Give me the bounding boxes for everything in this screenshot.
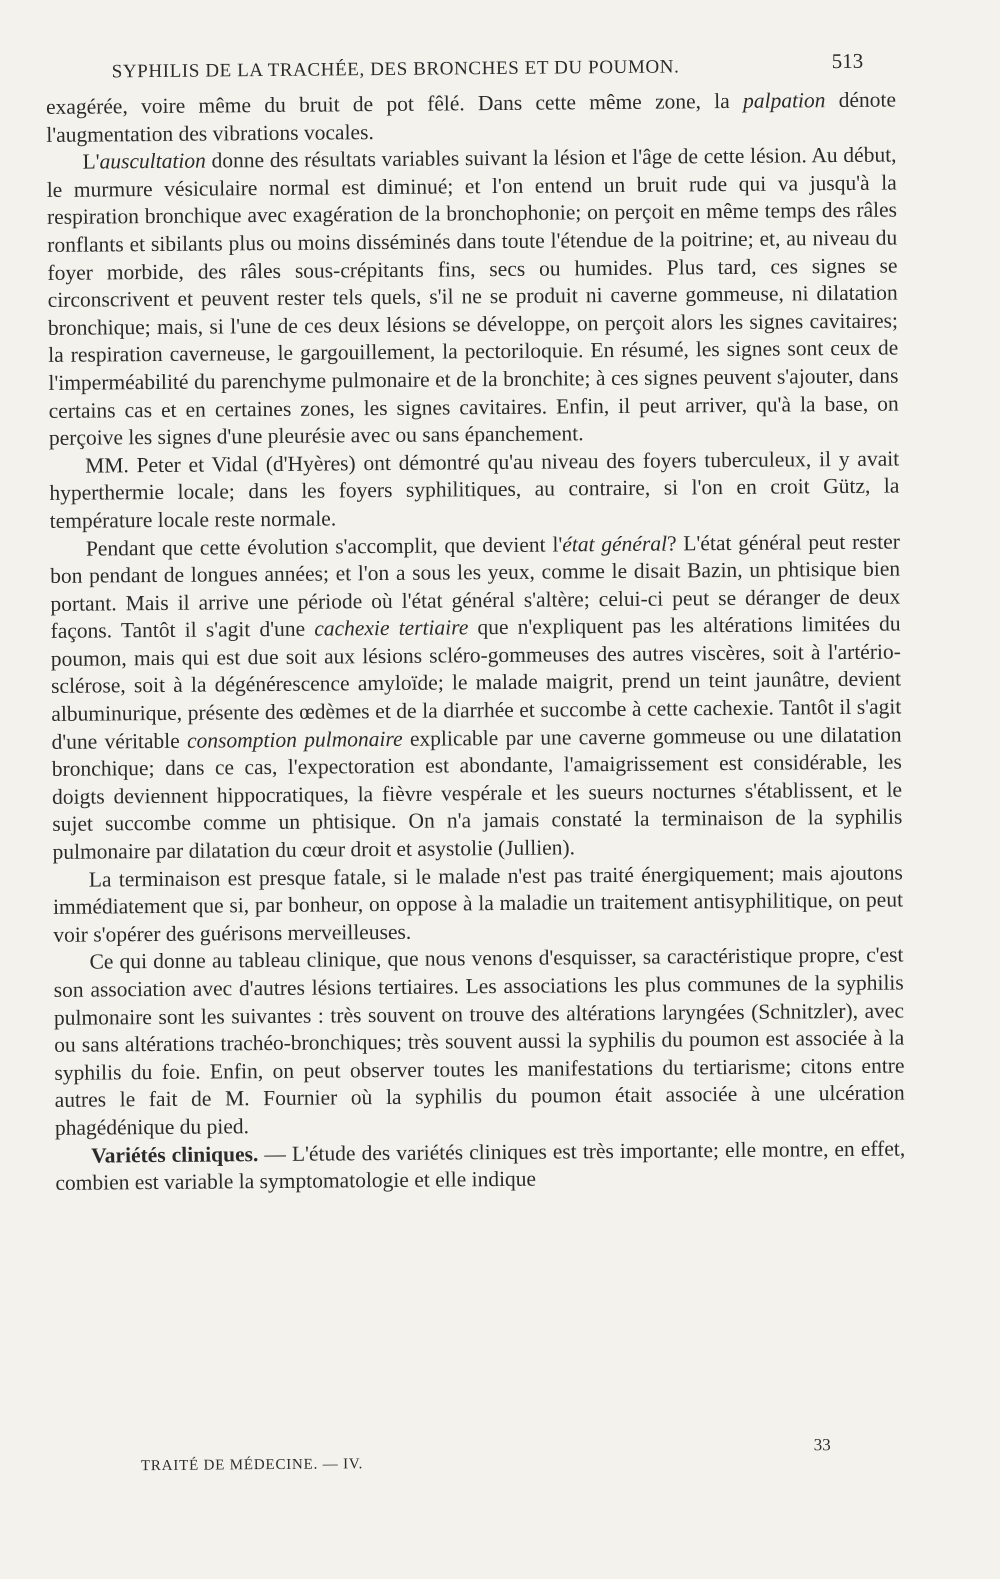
- paragraph: [55, 1135, 905, 1198]
- emphasis: cachexie tertiaire: [314, 615, 469, 641]
- signature-mark: 33: [813, 1435, 831, 1455]
- text-run: explicable par une caverne gommeuse ou une dilatation bronchique; dans ce cas, l'expectoration est abondante, l'amaigrissement est considérable, les doigts deviennent hippocratiques, la fièvre vespérale et les sueurs nocturnes s'établissent, et le sujet succombe comme un phtisique. On n'a jamais constaté la terminaison de la syphilis pulmonaire par dilatation du cœur droit et asystolie (Jullien).: [51, 722, 903, 864]
- paragraph: [46, 142, 899, 453]
- paragraph: [53, 859, 904, 949]
- body-text: [46, 87, 906, 1198]
- paragraph: [53, 942, 905, 1143]
- text-run: La terminaison est presque fatale, si le malade n'est pas traité énergiquement; mais ajoutons immédiatement que si, par bonheur, on oppose à la maladie un traitement antisyphilitique, on peut voir s'opérer des guérisons merveilleuses.: [52, 860, 904, 947]
- emphasis: état général: [562, 531, 668, 556]
- emphasis: consomption pulmonaire: [186, 726, 403, 753]
- text-run: — L'étude des variétés cliniques est très importante; elle montre, en effet, combien est variable la symptomatologie et elle indique: [55, 1136, 906, 1196]
- text-run: dénote l'augmentation des vibrations vocales.: [46, 87, 897, 147]
- emphasis: auscultation: [99, 148, 206, 174]
- text-run: exagérée, voire même du bruit de pot fêlé. Dans cette même zone, la: [45, 88, 744, 119]
- emphasis: palpation: [742, 88, 826, 113]
- text-run: que n'expliquent pas les altérations limitées du poumon, mais qui est due soit aux lésions scléro-gommeuses des autres viscères, soit à l'artério-sclérose, soit à la dégénérescence amyloïde; le malade maigrit, prend un teint jaunâtre, devient albuminurique, présente des œdèmes et de la diarrhée et succombe à cette cachexie. Tantôt il s'agit d'une véritable: [50, 611, 902, 754]
- text-run: MM. Peter et Vidal (d'Hyères) ont démontré qu'au niveau des foyers tuberculeux, il y avait hyperthermie locale; dans les foyers syphilitiques, au contraire, si l'on en croit Gütz, la température locale reste normale.: [49, 446, 900, 533]
- text-run: L': [82, 149, 100, 174]
- text-run: ? L'état général peut rester bon pendant de longues années; et l'on a sous les yeux, comme le disait Bazin, un phtisique bien portant. Mais il arrive une période où l'état général s'altère; celui-ci peut se déranger de deux façons. Tantôt il s'agit d'une: [50, 529, 901, 644]
- page-number: 513: [831, 48, 864, 74]
- text-run: Ce qui donne au tableau clinique, que nous venons d'esquisser, sa caractéristique propre, c'est son association avec d'autres lésions tertiaires. Les associations les plus communes de la syphilis pulmonaire sont les suivantes : très souvent on trouve des altérations laryngées (Schnitzler), avec ou sans altérations trachéo-bronchiques; très souvent aussi la syphilis du poumon est associée à la syphilis du foie. Enfin, on peut observer toutes les manifestations du tertiarisme; citons entre autres le fait de M. Fournier où la syphilis du poumon était associée à une ulcération phagédénique du pied.: [53, 942, 905, 1140]
- text-run: donne des résultats variables suivant la lésion et l'âge de cette lésion. Au début, le murmure vésiculaire normal est diminué; et l'on entend un bruit rude qui va jusqu'à la respiration bronchique avec exagération de la bronchophonie; on perçoit en même temps des râles ronflants et sibilants plus ou moins disséminés dans toute l'étendue de la poitrine; et, au niveau du foyer morbide, des râles sous-crépitants fins, secs ou humides. Plus tard, ces signes se circonscrivent et peuvent rester tels quels, s'il ne se produit ni caverne gommeuse, ni dilatation bronchique; mais, si l'une de ces deux lésions se développe, on perçoit alors les signes cavitaires; la respiration caverneuse, le gargouillement, la pectoriloquie. En résumé, les signes sont ceux de l'imperméabilité du parenchyme pulmonaire et de la bronchite; à ces signes peuvent s'ajouter, dans certains cas et en certaines zones, les signes cavitaires. Enfin, il peut arriver, qu'à la base, on perçoive les signes d'une pleurésie avec ou sans épanchement.: [46, 142, 899, 451]
- running-title: SYPHILIS DE LA TRACHÉE, DES BRONCHES ET DU POUMON.: [111, 56, 680, 83]
- text-run: Pendant que cette évolution s'accomplit, que devient l': [85, 531, 563, 561]
- paragraph: [50, 528, 903, 867]
- section-heading: Variétés cliniques.: [91, 1141, 259, 1168]
- paragraph: [49, 445, 900, 535]
- paragraph: [46, 87, 896, 150]
- footer-book-title: TRAITÉ DE MÉDECINE. — IV.: [140, 1456, 364, 1475]
